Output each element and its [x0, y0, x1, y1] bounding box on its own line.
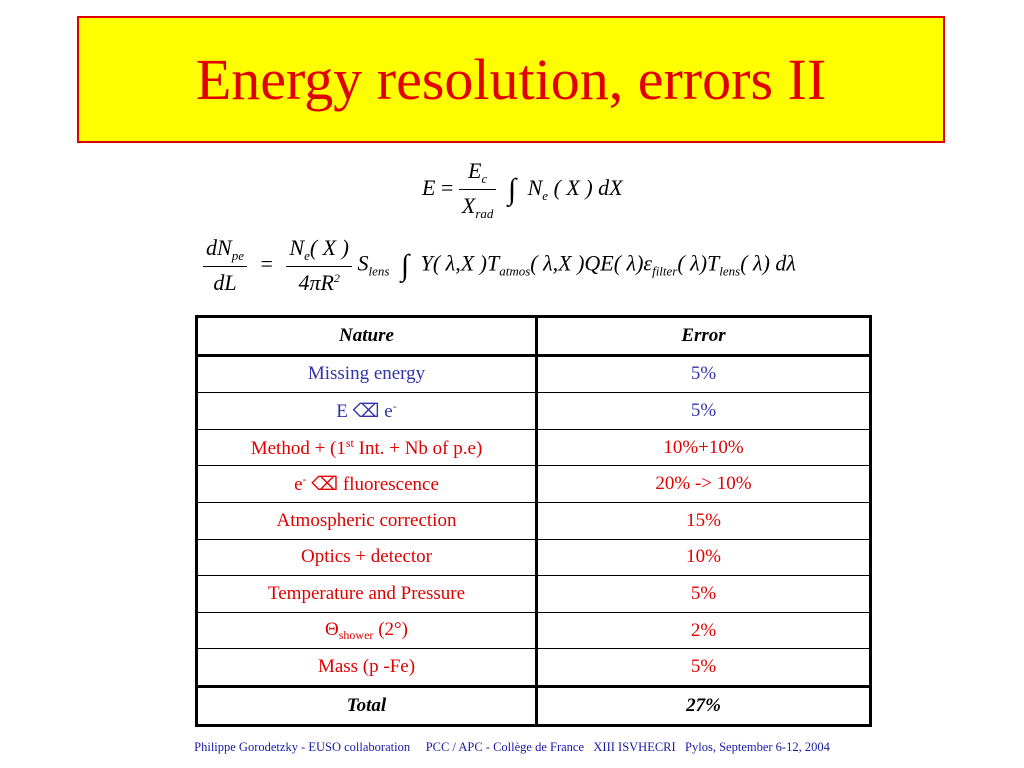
table-row — [197, 576, 871, 613]
table-row — [197, 393, 871, 430]
nature-sub: shower — [338, 627, 374, 642]
nature-cell: Mass (p -Fe) — [197, 649, 537, 687]
eq2-rhs-num-sub: e — [304, 248, 310, 263]
eq2-lhs-num-sub: pe — [231, 248, 244, 263]
eq2-rhs-num-rest: ( X ) — [309, 235, 349, 260]
eq2-t2: ( λ,X )QE( λ)ε — [530, 250, 653, 276]
eq1-num: E — [468, 158, 482, 183]
title-box — [77, 16, 945, 143]
eq2-t2-sub: filter — [652, 263, 678, 279]
nature-cell: Atmospheric correction — [197, 502, 537, 539]
slide-title: Energy resolution, errors II — [195, 46, 827, 112]
eq1-body-sub: e — [542, 188, 549, 204]
eq2-rhs-num: N — [289, 235, 305, 260]
eq1-equals: = — [440, 175, 454, 201]
eq1-num-sub: c — [481, 171, 488, 186]
nature-text: Method + (1 — [250, 437, 346, 459]
eq2-integral: ∫ — [400, 248, 410, 282]
header-nature: Nature — [197, 317, 537, 356]
eq2-rhs-den: 4πR — [298, 270, 334, 295]
eq2-lhs-fraction — [203, 235, 247, 296]
header-error: Error — [537, 317, 871, 356]
nature-cell — [197, 466, 537, 503]
eq1-fraction — [459, 158, 497, 222]
error-cell: 15% — [537, 502, 871, 539]
eq2-rhs-fraction — [286, 235, 352, 296]
eq2-t3: ( λ)T — [677, 250, 720, 276]
eq2-s-sub: lens — [368, 263, 390, 279]
error-cell: 20% -> 10% — [537, 466, 871, 503]
eq1-body: N — [527, 175, 543, 201]
nature-sup: st — [345, 435, 354, 450]
nature-text: e — [379, 400, 393, 422]
nature-cell — [197, 393, 537, 430]
eq1-body-rest: ( X ) dX — [553, 175, 623, 201]
table-header-row — [197, 317, 871, 356]
eq2-s: S — [357, 250, 369, 276]
nature-cell: Temperature and Pressure — [197, 576, 537, 613]
eq1-lhs: E — [422, 175, 436, 201]
nature-sup: - — [302, 472, 307, 487]
error-cell: 10%+10% — [537, 429, 871, 466]
nature-cell: Missing energy — [197, 355, 537, 393]
energy-equation — [422, 158, 623, 222]
table-row — [197, 355, 871, 393]
table-row — [197, 649, 871, 687]
eq1-den-sub: rad — [475, 206, 494, 221]
footer-text: Philippe Gorodetzky - EUSO collaboration PCC / APC - Collège de France XIII ISVHECRI Pylos, September 6-12, 2004 — [194, 740, 830, 754]
eq2-t1-sub: atmos — [499, 263, 531, 279]
error-table — [195, 315, 872, 727]
nature-text: (2°) — [373, 618, 408, 640]
table-row — [197, 612, 871, 649]
eq2-rhs-den-sup: 2 — [333, 271, 340, 285]
eq2-t3-sub: lens — [719, 263, 741, 279]
table-row — [197, 466, 871, 503]
error-cell: 5% — [537, 649, 871, 687]
nature-text: Θ — [325, 618, 339, 640]
error-cell: 5% — [537, 355, 871, 393]
eq1-integral: ∫ — [507, 173, 517, 206]
eq2-t4: ( λ) dλ — [740, 250, 796, 276]
nature-sup: - — [392, 398, 397, 413]
nature-cell: Optics + detector — [197, 539, 537, 576]
nature-text: E — [336, 400, 353, 422]
table-row — [197, 502, 871, 539]
nature-cell — [197, 612, 537, 649]
cross-symbol-icon: ⌫ — [352, 400, 380, 422]
nature-text: Int. + Nb of p.e) — [353, 437, 483, 459]
cross-symbol-icon: ⌫ — [311, 474, 339, 496]
nature-text: e — [294, 474, 303, 496]
total-label: Total — [197, 686, 537, 725]
nature-cell — [197, 429, 537, 466]
eq2-t1: Y( λ,X )T — [420, 250, 500, 276]
table-row — [197, 429, 871, 466]
eq2-lhs-num: dN — [206, 235, 232, 260]
error-cell: 2% — [537, 612, 871, 649]
eq2-equals: = — [260, 250, 273, 276]
table-row — [197, 539, 871, 576]
nature-text: fluorescence — [338, 474, 439, 496]
eq1-den: X — [461, 193, 476, 218]
eq2-lhs-den: dL — [213, 270, 237, 295]
total-value: 27% — [537, 686, 871, 725]
error-cell: 5% — [537, 576, 871, 613]
error-cell: 5% — [537, 393, 871, 430]
table-total-row — [197, 686, 871, 725]
error-cell: 10% — [537, 539, 871, 576]
photoelectron-equation — [203, 235, 796, 296]
